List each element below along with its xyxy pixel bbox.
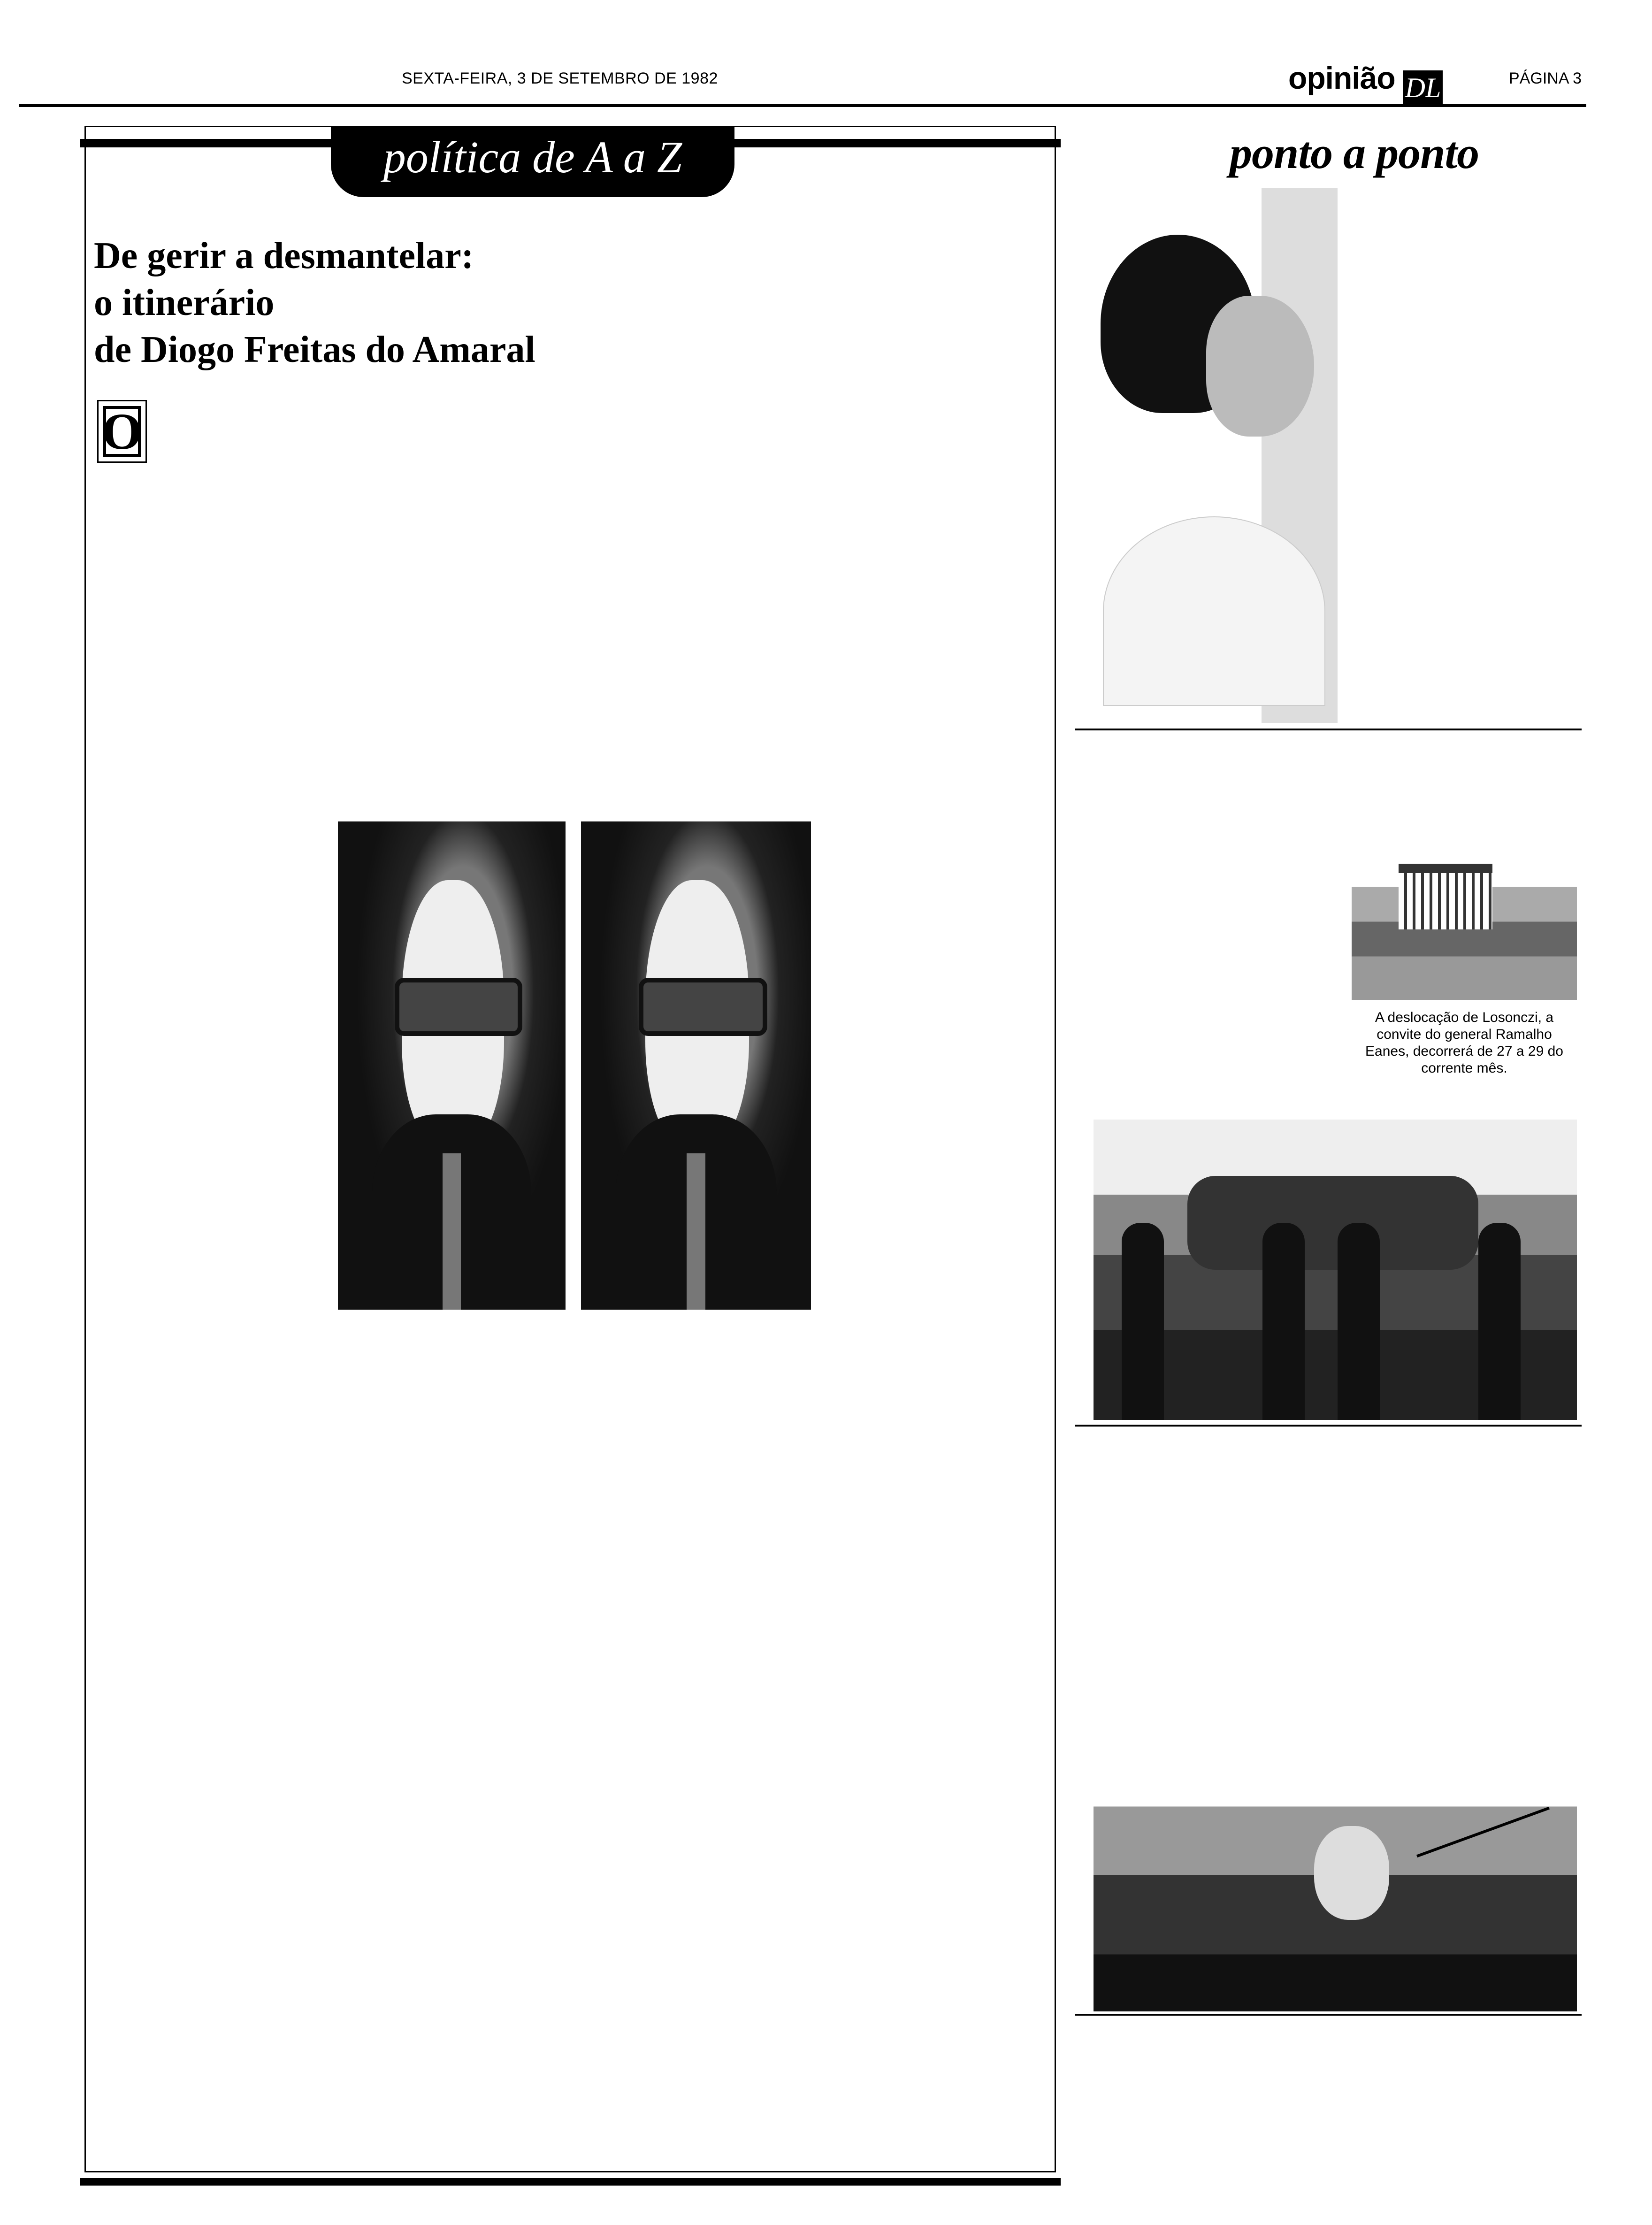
photo-soldier (1478, 1223, 1521, 1420)
article-column-2b (817, 814, 1047, 1310)
divider (1075, 2014, 1582, 2016)
portrait-glasses (395, 978, 522, 1036)
sidebar-title: ponto a ponto (1230, 128, 1479, 178)
headline-line-3: de Diogo Freitas do Amaral (94, 329, 535, 370)
photo-alvaro-cunhal (1094, 1784, 1577, 2011)
article-column-1c (96, 1293, 566, 2101)
headline-line-1: De gerir a desmantelar: (94, 235, 474, 276)
photo-soldier (1262, 1223, 1305, 1420)
portrait-tie (687, 1153, 705, 1310)
article-column-2 (583, 239, 1048, 817)
page-number: PÁGINA 3 (1509, 69, 1582, 87)
photo-body (1103, 516, 1325, 706)
article-headline (94, 232, 591, 373)
portrait-glasses (639, 978, 768, 1036)
masthead-logo: DL (1403, 70, 1443, 105)
brief-pcp (1084, 2018, 1577, 2225)
section-banner: política de A a Z (331, 127, 734, 197)
photo-soldier (1122, 1223, 1164, 1420)
article-column-1 (96, 395, 566, 820)
headline-line-2: o itinerário (94, 282, 275, 323)
photo-face (1206, 296, 1314, 437)
brief-eanes (1349, 197, 1579, 723)
portrait-photo-left (338, 821, 566, 1310)
photo-temple (1399, 864, 1492, 929)
photo-vehicle (1187, 1176, 1478, 1270)
article-column-1b (96, 812, 326, 1293)
issue-date: SEXTA-FEIRA, 3 DE SETEMBRO DE 1982 (402, 69, 718, 87)
drop-cap-letter: O (102, 402, 142, 460)
drop-cap (97, 400, 147, 463)
photo-microphones (1416, 1807, 1550, 1857)
footer-rule (80, 2178, 1061, 2186)
brief-angola-ministerio (1084, 1427, 1577, 1756)
divider (1075, 729, 1582, 730)
photo-soldier (1338, 1223, 1380, 1420)
photo-manuela-eanes (1084, 188, 1338, 723)
divider (1075, 1425, 1582, 1427)
portrait-photo-right (581, 821, 811, 1310)
photo-soldiers (1094, 1120, 1577, 1420)
article-column-2c (583, 1314, 1048, 2103)
caption-losonczi: A deslocação de Losonczi, a convite do general Ramalho Eanes, decorrerá de 27 a 29 do corrente mês. (1365, 1010, 1563, 1076)
header-rule (19, 104, 1586, 107)
photo-head (1314, 1826, 1389, 1920)
portrait-tie (443, 1153, 461, 1310)
photo-monument (1352, 826, 1577, 1000)
section-name: opinião (1288, 61, 1395, 95)
